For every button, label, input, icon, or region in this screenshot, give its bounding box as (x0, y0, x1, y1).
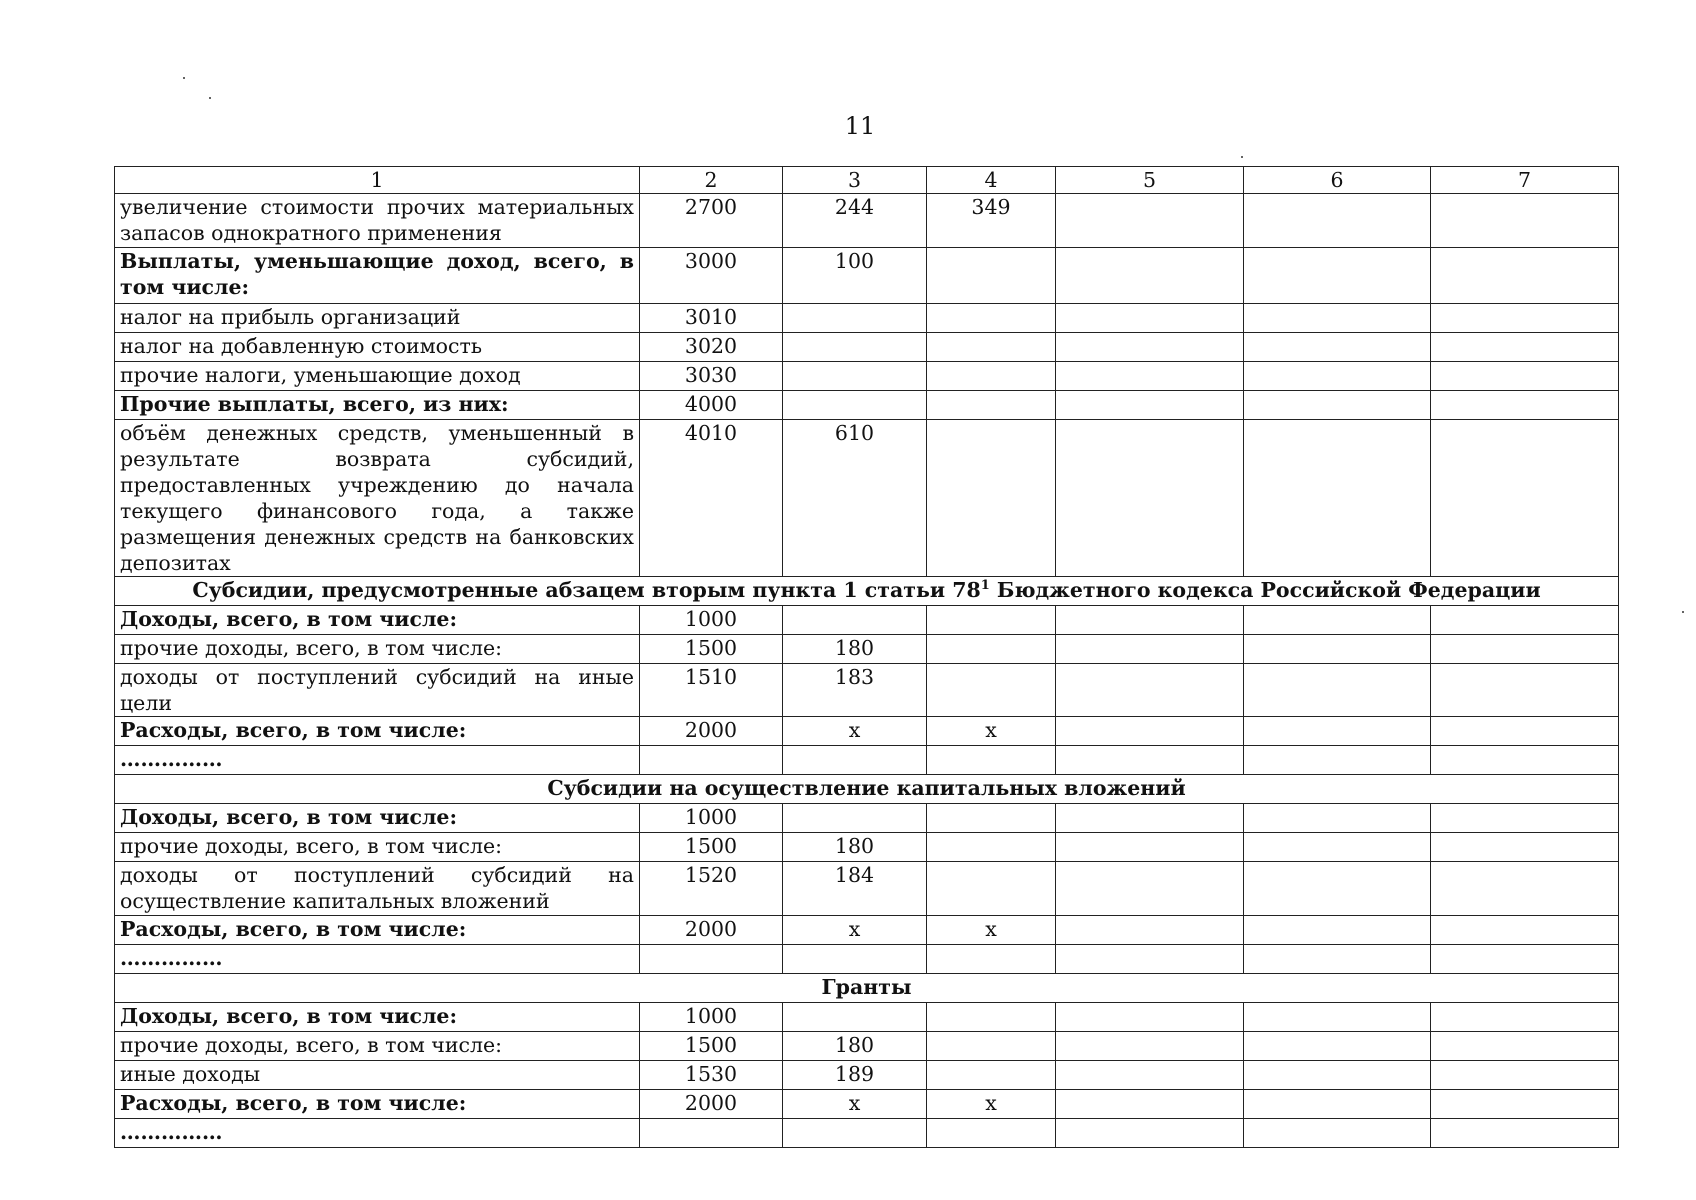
table-row (115, 1119, 1619, 1148)
cell-col3: х (783, 717, 927, 746)
cell-col5 (1056, 420, 1244, 577)
cell-col3: 183 (783, 664, 927, 717)
table-row (115, 635, 1619, 664)
cell-col5 (1056, 717, 1244, 746)
column-header: 7 (1431, 167, 1619, 194)
cell-col4: х (927, 717, 1056, 746)
cell-col4 (927, 1003, 1056, 1032)
cell-col4 (927, 606, 1056, 635)
cell-col7 (1431, 945, 1619, 974)
cell-col5 (1056, 804, 1244, 833)
cell-col5 (1056, 1003, 1244, 1032)
cell-col7 (1431, 635, 1619, 664)
scan-speck (183, 77, 185, 79)
cell-col5 (1056, 1032, 1244, 1061)
row-label: прочие доходы, всего, в том числе: (115, 1032, 640, 1061)
cell-col6 (1244, 420, 1431, 577)
row-code: 1500 (640, 635, 783, 664)
table-row (115, 362, 1619, 391)
cell-col4 (927, 304, 1056, 333)
row-label: …………… (115, 1119, 640, 1148)
cell-col7 (1431, 1032, 1619, 1061)
cell-col6 (1244, 248, 1431, 304)
table-row (115, 804, 1619, 833)
cell-col7 (1431, 362, 1619, 391)
scan-speck (1241, 156, 1243, 158)
table-row (115, 194, 1619, 248)
row-label: прочие доходы, всего, в том числе: (115, 635, 640, 664)
cell-col7 (1431, 606, 1619, 635)
column-header: 3 (783, 167, 927, 194)
row-label: Прочие выплаты, всего, из них: (115, 391, 640, 420)
cell-col6 (1244, 862, 1431, 916)
row-code (640, 1119, 783, 1148)
cell-col5 (1056, 664, 1244, 717)
cell-col5 (1056, 1119, 1244, 1148)
row-code: 3030 (640, 362, 783, 391)
table-row (115, 391, 1619, 420)
cell-col3: 180 (783, 1032, 927, 1061)
cell-col7 (1431, 1061, 1619, 1090)
cell-col6 (1244, 746, 1431, 775)
cell-col3: х (783, 1090, 927, 1119)
row-label: налог на прибыль организаций (115, 304, 640, 333)
cell-col6 (1244, 664, 1431, 717)
cell-col7 (1431, 746, 1619, 775)
table-row (115, 333, 1619, 362)
column-header: 1 (115, 167, 640, 194)
row-code: 1000 (640, 1003, 783, 1032)
cell-col4 (927, 804, 1056, 833)
section-body (115, 1003, 1619, 1148)
table-row (115, 304, 1619, 333)
cell-col4: 349 (927, 194, 1056, 248)
scan-speck (209, 97, 211, 99)
section-title-superscript: 1 (980, 578, 990, 594)
cell-col5 (1056, 333, 1244, 362)
cell-col7 (1431, 1003, 1619, 1032)
row-code: 1000 (640, 804, 783, 833)
table-row (115, 1090, 1619, 1119)
cell-col7 (1431, 862, 1619, 916)
cell-col3 (783, 945, 927, 974)
cell-col6 (1244, 1003, 1431, 1032)
cell-col7 (1431, 304, 1619, 333)
row-code: 4000 (640, 391, 783, 420)
cell-col3 (783, 391, 927, 420)
table-row (115, 945, 1619, 974)
row-label: Расходы, всего, в том числе: (115, 916, 640, 945)
cell-col4 (927, 1061, 1056, 1090)
row-label: Доходы, всего, в том числе: (115, 804, 640, 833)
cell-col4 (927, 664, 1056, 717)
section-title (115, 577, 1619, 606)
row-code: 3000 (640, 248, 783, 304)
cell-col3: 180 (783, 635, 927, 664)
cell-col7 (1431, 664, 1619, 717)
cell-col7 (1431, 916, 1619, 945)
cell-col7 (1431, 804, 1619, 833)
cell-col3: 610 (783, 420, 927, 577)
cell-col6 (1244, 362, 1431, 391)
table-row (115, 664, 1619, 717)
cell-col3 (783, 746, 927, 775)
cell-col7 (1431, 1119, 1619, 1148)
row-label: Расходы, всего, в том числе: (115, 1090, 640, 1119)
row-label: увеличение стоимости прочих материальных запасов однократного применения (115, 194, 640, 248)
row-code: 1520 (640, 862, 783, 916)
cell-col6 (1244, 194, 1431, 248)
section-header-grants (115, 974, 1619, 1003)
budget-table (114, 166, 1619, 1148)
column-header: 5 (1056, 167, 1244, 194)
cell-col5 (1056, 746, 1244, 775)
row-label: прочие доходы, всего, в том числе: (115, 833, 640, 862)
row-code (640, 945, 783, 974)
page-number: 11 (844, 112, 876, 140)
table-row (115, 420, 1619, 577)
table-row (115, 248, 1619, 304)
cell-col3 (783, 362, 927, 391)
cell-col3 (783, 804, 927, 833)
cell-col4 (927, 420, 1056, 577)
table-row (115, 862, 1619, 916)
section-body (115, 606, 1619, 775)
cell-col3: 180 (783, 833, 927, 862)
cell-col7 (1431, 717, 1619, 746)
cell-col6 (1244, 945, 1431, 974)
cell-col5 (1056, 362, 1244, 391)
column-header: 6 (1244, 167, 1431, 194)
row-code (640, 746, 783, 775)
section-title: Гранты (115, 974, 1619, 1003)
section-header-capital-investment (115, 775, 1619, 804)
cell-col3: 184 (783, 862, 927, 916)
cell-col4 (927, 362, 1056, 391)
cell-col7 (1431, 833, 1619, 862)
cell-col5 (1056, 1061, 1244, 1090)
cell-col6 (1244, 804, 1431, 833)
cell-col4 (927, 333, 1056, 362)
row-code: 3010 (640, 304, 783, 333)
cell-col3: 244 (783, 194, 927, 248)
cell-col5 (1056, 606, 1244, 635)
cell-col3 (783, 1003, 927, 1032)
cell-col5 (1056, 635, 1244, 664)
row-code: 2000 (640, 717, 783, 746)
cell-col6 (1244, 717, 1431, 746)
cell-col4 (927, 746, 1056, 775)
row-label: Расходы, всего, в том числе: (115, 717, 640, 746)
section-title: Субсидии на осуществление капитальных вложений (115, 775, 1619, 804)
cell-col3 (783, 1119, 927, 1148)
section-body (115, 804, 1619, 974)
table-row (115, 1003, 1619, 1032)
cell-col7 (1431, 333, 1619, 362)
row-code: 2000 (640, 1090, 783, 1119)
table-row (115, 746, 1619, 775)
row-code: 1500 (640, 833, 783, 862)
cell-col6 (1244, 1090, 1431, 1119)
cell-col5 (1056, 194, 1244, 248)
cell-col6 (1244, 333, 1431, 362)
cell-col6 (1244, 606, 1431, 635)
section-title-main: Субсидии, предусмотренные абзацем вторым пункта 1 статьи 78 (192, 578, 981, 602)
cell-col6 (1244, 833, 1431, 862)
cell-col4 (927, 862, 1056, 916)
cell-col7 (1431, 420, 1619, 577)
row-label: …………… (115, 746, 640, 775)
cell-col4 (927, 248, 1056, 304)
cell-col5 (1056, 945, 1244, 974)
cell-col3 (783, 333, 927, 362)
row-label: …………… (115, 945, 640, 974)
cell-col3 (783, 304, 927, 333)
cell-col6 (1244, 304, 1431, 333)
row-code: 2000 (640, 916, 783, 945)
scan-speck (1682, 611, 1684, 613)
table-row (115, 916, 1619, 945)
row-label: Выплаты, уменьшающие доход, всего, в том числе: (115, 248, 640, 304)
cell-col5 (1056, 916, 1244, 945)
cell-col6 (1244, 916, 1431, 945)
cell-col6 (1244, 1032, 1431, 1061)
table-row (115, 833, 1619, 862)
cell-col6 (1244, 635, 1431, 664)
row-code: 1500 (640, 1032, 783, 1061)
cell-col4 (927, 1119, 1056, 1148)
cell-col5 (1056, 248, 1244, 304)
table-row (115, 1061, 1619, 1090)
column-header-row (115, 167, 1619, 194)
row-code: 3020 (640, 333, 783, 362)
cell-col4 (927, 945, 1056, 974)
cell-col3: 100 (783, 248, 927, 304)
cell-col7 (1431, 1090, 1619, 1119)
cell-col5 (1056, 862, 1244, 916)
cell-col6 (1244, 1061, 1431, 1090)
row-label: налог на добавленную стоимость (115, 333, 640, 362)
row-label: Доходы, всего, в том числе: (115, 606, 640, 635)
row-code: 1000 (640, 606, 783, 635)
row-label: прочие налоги, уменьшающие доход (115, 362, 640, 391)
row-code: 1530 (640, 1061, 783, 1090)
cell-col4: х (927, 1090, 1056, 1119)
column-header: 2 (640, 167, 783, 194)
cell-col3: 189 (783, 1061, 927, 1090)
row-label: иные доходы (115, 1061, 640, 1090)
section-header-subsidies-78 (115, 577, 1619, 606)
cell-col3 (783, 606, 927, 635)
row-label: доходы от поступлений субсидий на иные цели (115, 664, 640, 717)
cell-col6 (1244, 391, 1431, 420)
cell-col4 (927, 1032, 1056, 1061)
cell-col6 (1244, 1119, 1431, 1148)
cell-col3: х (783, 916, 927, 945)
cell-col7 (1431, 248, 1619, 304)
cell-col5 (1056, 391, 1244, 420)
cell-col4 (927, 833, 1056, 862)
row-label: доходы от поступлений субсидий на осуществление капитальных вложений (115, 862, 640, 916)
cell-col5 (1056, 304, 1244, 333)
cell-col7 (1431, 391, 1619, 420)
cell-col5 (1056, 833, 1244, 862)
row-code: 4010 (640, 420, 783, 577)
column-header: 4 (927, 167, 1056, 194)
table-row (115, 717, 1619, 746)
cell-col4 (927, 635, 1056, 664)
cell-col4: х (927, 916, 1056, 945)
cell-col7 (1431, 194, 1619, 248)
row-code: 2700 (640, 194, 783, 248)
row-code: 1510 (640, 664, 783, 717)
cell-col4 (927, 391, 1056, 420)
table-row (115, 606, 1619, 635)
table-row (115, 1032, 1619, 1061)
section-title-end: Бюджетного кодекса Российской Федерации (989, 578, 1541, 602)
row-label: объём денежных средств, уменьшенный в результате возврата субсидий, предоставленных учреждению до начала текущего финансового года, а также размещения денежных средств на банковских депозитах (115, 420, 640, 577)
cell-col5 (1056, 1090, 1244, 1119)
row-label: Доходы, всего, в том числе: (115, 1003, 640, 1032)
